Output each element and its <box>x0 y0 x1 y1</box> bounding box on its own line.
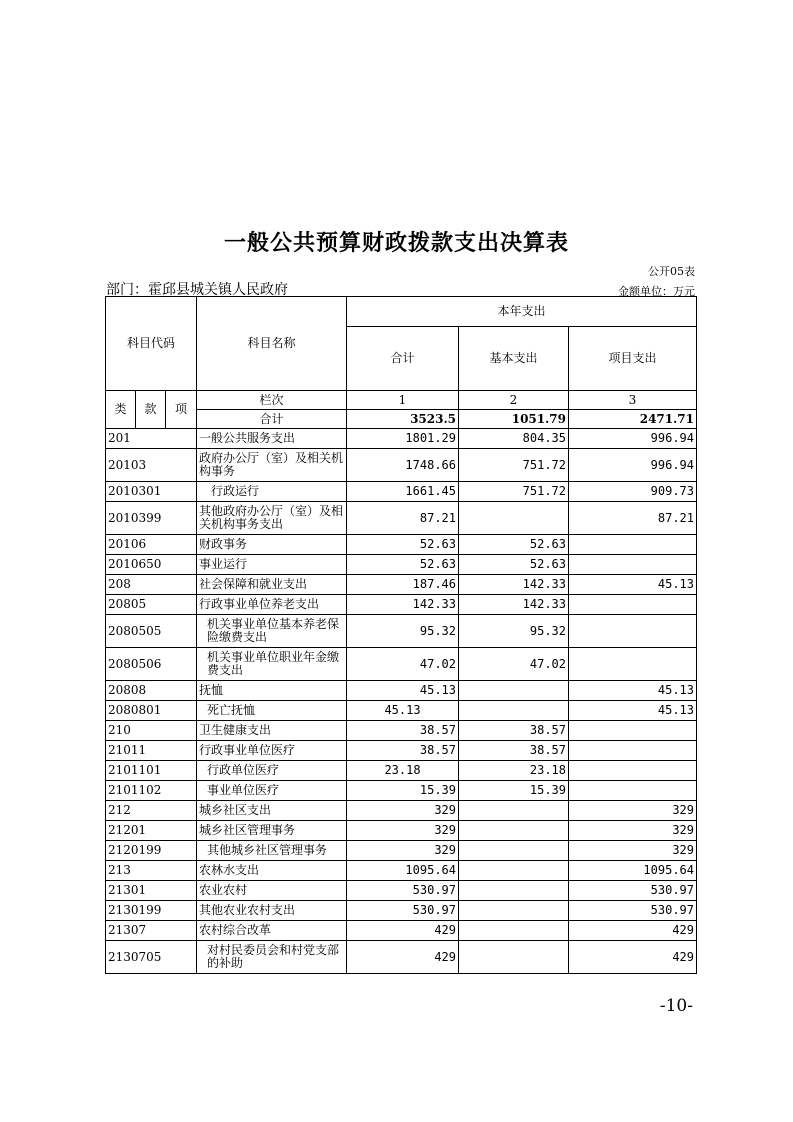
row-total: 87.21 <box>347 502 459 535</box>
table-row <box>106 648 697 681</box>
row-name: 行政单位医疗 <box>197 761 347 781</box>
row-code: 21201 <box>106 821 197 841</box>
row-total: 1661.45 <box>347 482 459 502</box>
department-label: 部门：霍邱县城关镇人民政府 <box>106 282 288 298</box>
row-total: 45.13 <box>347 681 459 701</box>
row-code: 2101102 <box>106 781 197 801</box>
row-code: 21011 <box>106 741 197 761</box>
table-row <box>106 595 697 615</box>
row-basic <box>459 502 569 535</box>
table-row <box>106 881 697 901</box>
row-code: 2101101 <box>106 761 197 781</box>
row-project: 45.13 <box>569 575 697 595</box>
row-basic: 751.72 <box>459 482 569 502</box>
row-total: 329 <box>347 841 459 861</box>
row-basic: 47.02 <box>459 648 569 681</box>
expenditure-table <box>105 296 697 974</box>
row-code: 20106 <box>106 535 197 555</box>
row-basic <box>459 701 569 721</box>
row-project <box>569 535 697 555</box>
row-code: 2010399 <box>106 502 197 535</box>
row-total: 38.57 <box>347 721 459 741</box>
row-total: 45.13 <box>347 701 459 721</box>
row-basic: 142.33 <box>459 575 569 595</box>
header-year-expense: 本年支出 <box>347 297 697 327</box>
row-code: 2010301 <box>106 482 197 502</box>
row-name: 城乡社区支出 <box>197 801 347 821</box>
row-basic: 38.57 <box>459 721 569 741</box>
row-total: 530.97 <box>347 881 459 901</box>
row-total: 1095.64 <box>347 861 459 881</box>
row-name: 一般公共服务支出 <box>197 429 347 449</box>
row-project <box>569 741 697 761</box>
table-row <box>106 801 697 821</box>
row-name: 财政事务 <box>197 535 347 555</box>
row-code: 210 <box>106 721 197 741</box>
row-name: 行政事业单位养老支出 <box>197 595 347 615</box>
row-basic: 52.63 <box>459 555 569 575</box>
row-total: 429 <box>347 941 459 974</box>
row-name: 社会保障和就业支出 <box>197 575 347 595</box>
header-name: 科目名称 <box>197 297 347 391</box>
form-code: 公开05表 <box>648 265 695 278</box>
row-total: 52.63 <box>347 535 459 555</box>
row-name: 机关事业单位基本养老保险缴费支出 <box>197 615 347 648</box>
row-basic: 23.18 <box>459 761 569 781</box>
row-project: 329 <box>569 841 697 861</box>
row-basic <box>459 821 569 841</box>
row-code: 208 <box>106 575 197 595</box>
header-basic: 基本支出 <box>459 327 569 391</box>
row-code: 2120199 <box>106 841 197 861</box>
page-number: -10- <box>659 996 693 1016</box>
row-name: 农林水支出 <box>197 861 347 881</box>
header-col1: 1 <box>347 391 459 410</box>
table-row <box>106 482 697 502</box>
row-name: 对村民委员会和村党支部的补助 <box>197 941 347 974</box>
row-project <box>569 615 697 648</box>
table-row <box>106 841 697 861</box>
row-total: 1748.66 <box>347 449 459 482</box>
row-total: 23.18 <box>347 761 459 781</box>
row-basic <box>459 841 569 861</box>
header-total: 合计 <box>347 327 459 391</box>
row-code: 20805 <box>106 595 197 615</box>
row-code: 20103 <box>106 449 197 482</box>
header-lei: 类 <box>106 391 136 429</box>
row-project: 87.21 <box>569 502 697 535</box>
table-row <box>106 535 697 555</box>
header-kuan: 款 <box>136 391 166 429</box>
row-name: 其他政府办公厅（室）及相关机构事务支出 <box>197 502 347 535</box>
row-total: 95.32 <box>347 615 459 648</box>
row-project: 996.94 <box>569 449 697 482</box>
row-code: 213 <box>106 861 197 881</box>
header-col2: 2 <box>459 391 569 410</box>
table-row <box>106 921 697 941</box>
row-name: 事业运行 <box>197 555 347 575</box>
table-row <box>106 449 697 482</box>
row-basic <box>459 941 569 974</box>
row-name: 死亡抚恤 <box>197 701 347 721</box>
row-total: 38.57 <box>347 741 459 761</box>
table-row <box>106 761 697 781</box>
row-name: 政府办公厅（室）及相关机构事务 <box>197 449 347 482</box>
table-row <box>106 681 697 701</box>
row-code: 2010650 <box>106 555 197 575</box>
table-row <box>106 502 697 535</box>
row-code: 21301 <box>106 881 197 901</box>
row-basic: 751.72 <box>459 449 569 482</box>
row-name: 农业农村 <box>197 881 347 901</box>
row-total: 1801.29 <box>347 429 459 449</box>
row-name: 事业单位医疗 <box>197 781 347 801</box>
row-basic <box>459 881 569 901</box>
row-project: 45.13 <box>569 681 697 701</box>
row-project: 329 <box>569 801 697 821</box>
row-total: 52.63 <box>347 555 459 575</box>
table-row <box>106 575 697 595</box>
row-basic <box>459 861 569 881</box>
header-xiang: 项 <box>166 391 197 429</box>
row-project: 530.97 <box>569 881 697 901</box>
row-basic: 52.63 <box>459 535 569 555</box>
table-row <box>106 615 697 648</box>
row-total: 329 <box>347 821 459 841</box>
row-name: 卫生健康支出 <box>197 721 347 741</box>
row-project <box>569 721 697 741</box>
header-col3: 3 <box>569 391 697 410</box>
row-project: 45.13 <box>569 701 697 721</box>
row-total: 429 <box>347 921 459 941</box>
row-basic <box>459 801 569 821</box>
row-project: 429 <box>569 941 697 974</box>
row-name: 机关事业单位职业年金缴费支出 <box>197 648 347 681</box>
row-code: 2130199 <box>106 901 197 921</box>
row-project: 909.73 <box>569 482 697 502</box>
row-project: 530.97 <box>569 901 697 921</box>
total-label: 合计 <box>197 410 347 429</box>
table-row <box>106 721 697 741</box>
table-row <box>106 901 697 921</box>
row-name: 其他农业农村支出 <box>197 901 347 921</box>
row-name: 农村综合改革 <box>197 921 347 941</box>
row-total: 329 <box>347 801 459 821</box>
row-project <box>569 648 697 681</box>
row-project <box>569 761 697 781</box>
row-basic <box>459 921 569 941</box>
header-code: 科目代码 <box>106 297 197 391</box>
row-project: 429 <box>569 921 697 941</box>
header-project: 项目支出 <box>569 327 697 391</box>
row-project: 1095.64 <box>569 861 697 881</box>
row-basic: 804.35 <box>459 429 569 449</box>
row-project <box>569 781 697 801</box>
row-name: 行政事业单位医疗 <box>197 741 347 761</box>
row-project: 329 <box>569 821 697 841</box>
row-project <box>569 595 697 615</box>
row-basic: 142.33 <box>459 595 569 615</box>
table-row <box>106 821 697 841</box>
table-row <box>106 701 697 721</box>
total-basic: 1051.79 <box>459 410 569 429</box>
row-basic <box>459 901 569 921</box>
row-basic: 38.57 <box>459 741 569 761</box>
row-code: 2080505 <box>106 615 197 648</box>
row-code: 2130705 <box>106 941 197 974</box>
page-title: 一般公共预算财政拨款支出决算表 <box>223 231 569 256</box>
row-basic <box>459 681 569 701</box>
unit-label: 金额单位：万元 <box>618 285 695 298</box>
table-row <box>106 429 697 449</box>
row-total: 142.33 <box>347 595 459 615</box>
row-project: 996.94 <box>569 429 697 449</box>
table-row <box>106 781 697 801</box>
total-sum: 3523.5 <box>347 410 459 429</box>
row-total: 187.46 <box>347 575 459 595</box>
row-project <box>569 555 697 575</box>
row-name: 其他城乡社区管理事务 <box>197 841 347 861</box>
header-column-no: 栏次 <box>197 391 347 410</box>
row-name: 城乡社区管理事务 <box>197 821 347 841</box>
row-total: 15.39 <box>347 781 459 801</box>
table-row <box>106 555 697 575</box>
row-total: 530.97 <box>347 901 459 921</box>
row-code: 20808 <box>106 681 197 701</box>
row-code: 2080801 <box>106 701 197 721</box>
total-project: 2471.71 <box>569 410 697 429</box>
row-code: 21307 <box>106 921 197 941</box>
table-row <box>106 861 697 881</box>
row-code: 201 <box>106 429 197 449</box>
row-total: 47.02 <box>347 648 459 681</box>
row-basic: 15.39 <box>459 781 569 801</box>
row-name: 抚恤 <box>197 681 347 701</box>
row-name: 行政运行 <box>197 482 347 502</box>
row-basic: 95.32 <box>459 615 569 648</box>
table-row <box>106 941 697 974</box>
table-row <box>106 741 697 761</box>
row-code: 212 <box>106 801 197 821</box>
row-code: 2080506 <box>106 648 197 681</box>
